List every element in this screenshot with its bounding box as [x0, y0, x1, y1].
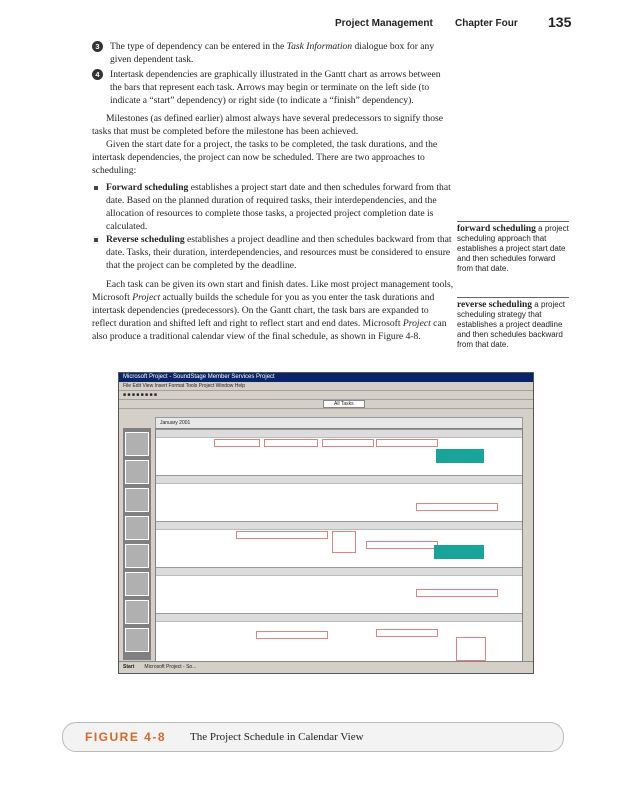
figure-caption	[62, 722, 564, 752]
figure-label: FIGURE 4-8	[85, 730, 167, 744]
body-text	[92, 40, 454, 343]
paragraph-milestones: Milestones (as defined earlier) almost always have several predecessors to signify those tasks that must be completed before the milestone has been achieved.	[92, 113, 444, 137]
month-header: January 2001	[155, 417, 523, 429]
paragraph-scheduling: Given the start date for a project, the tasks to be completed, the task durations, and the intertask dependencies, the project can now be scheduled. There are two approaches to scheduling:	[92, 139, 438, 176]
figure-screenshot	[118, 372, 534, 674]
list-item-forward: Forward scheduling establishes a project start date and then schedules forward from that date. Based on the planned duration of required tasks, their interdependencies, and the allocation of resources to complete those tasks, a projected project completion date is calculated.	[92, 181, 454, 233]
numbered-item-4: 4 Intertask dependencies are graphically illustrated in the Gantt chart as arrows between the bars that represent each task. Arrows may begin or terminate on the left side (to indicate a “start” dependency) or right side (to indicate a “finish” dependency).	[92, 68, 454, 107]
number-badge: 3	[92, 41, 103, 52]
number-badge: 4	[92, 69, 103, 80]
list-item-reverse: Reverse scheduling establishes a project deadline and then schedules backward from that date. Tasks, their duration, interdependencies, and resources must be considered to ensure that the project can be completed by the deadline.	[92, 233, 454, 272]
glossary-reverse: reverse scheduling a project scheduling strategy that establishes a project deadline and then schedules backward from that date.	[457, 297, 569, 350]
glossary-forward: forward scheduling a project scheduling approach that establishes a project start date and then schedules forward from that date.	[457, 221, 569, 274]
windows-taskbar: Start Microsoft Project - So...	[119, 661, 533, 673]
view-bar	[123, 428, 151, 660]
calendar-grid	[155, 428, 523, 662]
menu-bar: File Edit View Insert Format Tools Project Window Help	[119, 382, 533, 391]
numbered-item-3: 3 The type of dependency can be entered in the Task Information dialogue box for any given dependent task.	[92, 40, 454, 66]
toolbar: ■ ■ ■ ■ ■ ■ ■ ■	[119, 391, 533, 400]
paragraph-task-dates: Each task can be given its own start and finish dates. Like most project management tools, Microsoft Project actually builds the schedule for you as you enter the task durations and intertask dependencies (predecessors). On the Gantt chart, the task bars are expanded to reflect duration and shifted left and right to reflect start and end dates. Microsoft Project can also produce a traditional calendar view of the final schedule, as shown in Figure 4-8.	[92, 279, 454, 342]
window-title: Microsoft Project - SoundStage Member Services Project	[119, 373, 533, 382]
figure-caption-text: The Project Schedule in Calendar View	[190, 731, 364, 743]
running-header	[0, 14, 619, 34]
chapter-label: Chapter Four	[455, 18, 518, 29]
page-number: 135	[548, 14, 572, 30]
running-title: Project Management	[335, 18, 433, 29]
filter-toolbar: All Tasks	[119, 400, 533, 409]
